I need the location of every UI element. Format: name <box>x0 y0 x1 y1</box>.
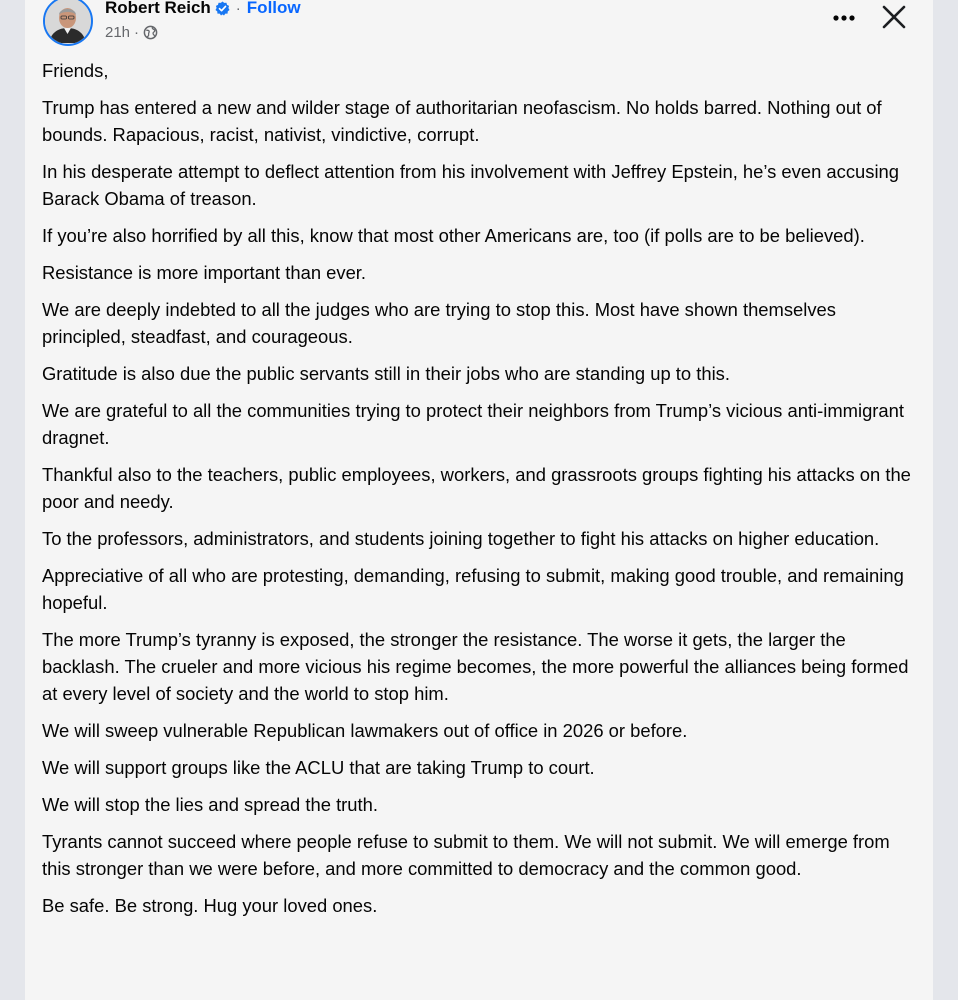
post-body <box>42 57 922 929</box>
post-paragraph: The more Trump’s tyranny is exposed, the stronger the resistance. The worse it gets, the larger the backlash. The crueler and more vicious his regime becomes, the more powerful the alliances being formed at every level of society and the world to stop him. <box>42 629 909 704</box>
avatar-photo <box>45 0 90 43</box>
post-header <box>41 0 921 50</box>
author-separator: · <box>235 0 241 17</box>
avatar[interactable] <box>43 0 93 46</box>
post-paragraph: Trump has entered a new and wilder stage of authoritarian neofascism. No holds barred. Nothing out of bounds. Rapacious, racist, nativist, vindictive, corrupt. <box>42 97 882 145</box>
post-paragraph: We will sweep vulnerable Republican lawmakers out of office in 2026 or before. <box>42 720 688 741</box>
author-name[interactable]: Robert Reich <box>105 0 211 17</box>
verified-badge-icon <box>215 1 230 16</box>
more-options-button[interactable] <box>826 6 862 30</box>
more-options-icon <box>826 6 862 30</box>
post-paragraph: Appreciative of all who are protesting, demanding, refusing to submit, making good trouble, and remaining hopeful. <box>42 565 904 613</box>
post-paragraph: Resistance is more important than ever. <box>42 262 367 283</box>
globe-icon[interactable] <box>143 25 158 40</box>
post-paragraph: Thankful also to the teachers, public employees, workers, and grassroots groups fighting his attacks on the poor and needy. <box>42 464 911 512</box>
meta-separator: · <box>134 24 140 41</box>
facebook-post <box>25 0 933 1000</box>
post-timestamp[interactable]: 21h <box>105 24 131 41</box>
post-paragraph: We are deeply indebted to all the judges who are trying to stop this. Most have shown themselves principled, steadfast, and courageous. <box>42 299 836 347</box>
post-paragraph: We are grateful to all the communities trying to protect their neighbors from Trump’s vicious anti-immigrant dragnet. <box>42 400 904 448</box>
close-icon <box>879 2 909 32</box>
post-paragraph: Gratitude is also due the public servants still in their jobs who are standing up to this. <box>42 363 730 384</box>
close-button[interactable] <box>879 2 909 32</box>
post-meta <box>105 24 158 41</box>
post-paragraph: In his desperate attempt to deflect attention from his involvement with Jeffrey Epstein, he’s even accusing Barack Obama of treason. <box>42 161 899 209</box>
post-paragraph: Friends, <box>42 60 109 81</box>
post-paragraph: We will stop the lies and spread the truth. <box>42 794 378 815</box>
post-paragraph: If you’re also horrified by all this, know that most other Americans are, too (if polls are to be believed). <box>42 225 865 246</box>
post-paragraph: We will support groups like the ACLU that are taking Trump to court. <box>42 757 595 778</box>
post-paragraph: Tyrants cannot succeed where people refuse to submit to them. We will not submit. We will emerge from this stronger than we were before, and more committed to democracy and the common good. <box>42 831 890 879</box>
follow-button[interactable]: Follow <box>246 0 301 17</box>
post-paragraph: To the professors, administrators, and students joining together to fight his attacks on higher education. <box>42 528 880 549</box>
author-row <box>105 0 301 18</box>
post-paragraph: Be safe. Be strong. Hug your loved ones. <box>42 895 378 916</box>
